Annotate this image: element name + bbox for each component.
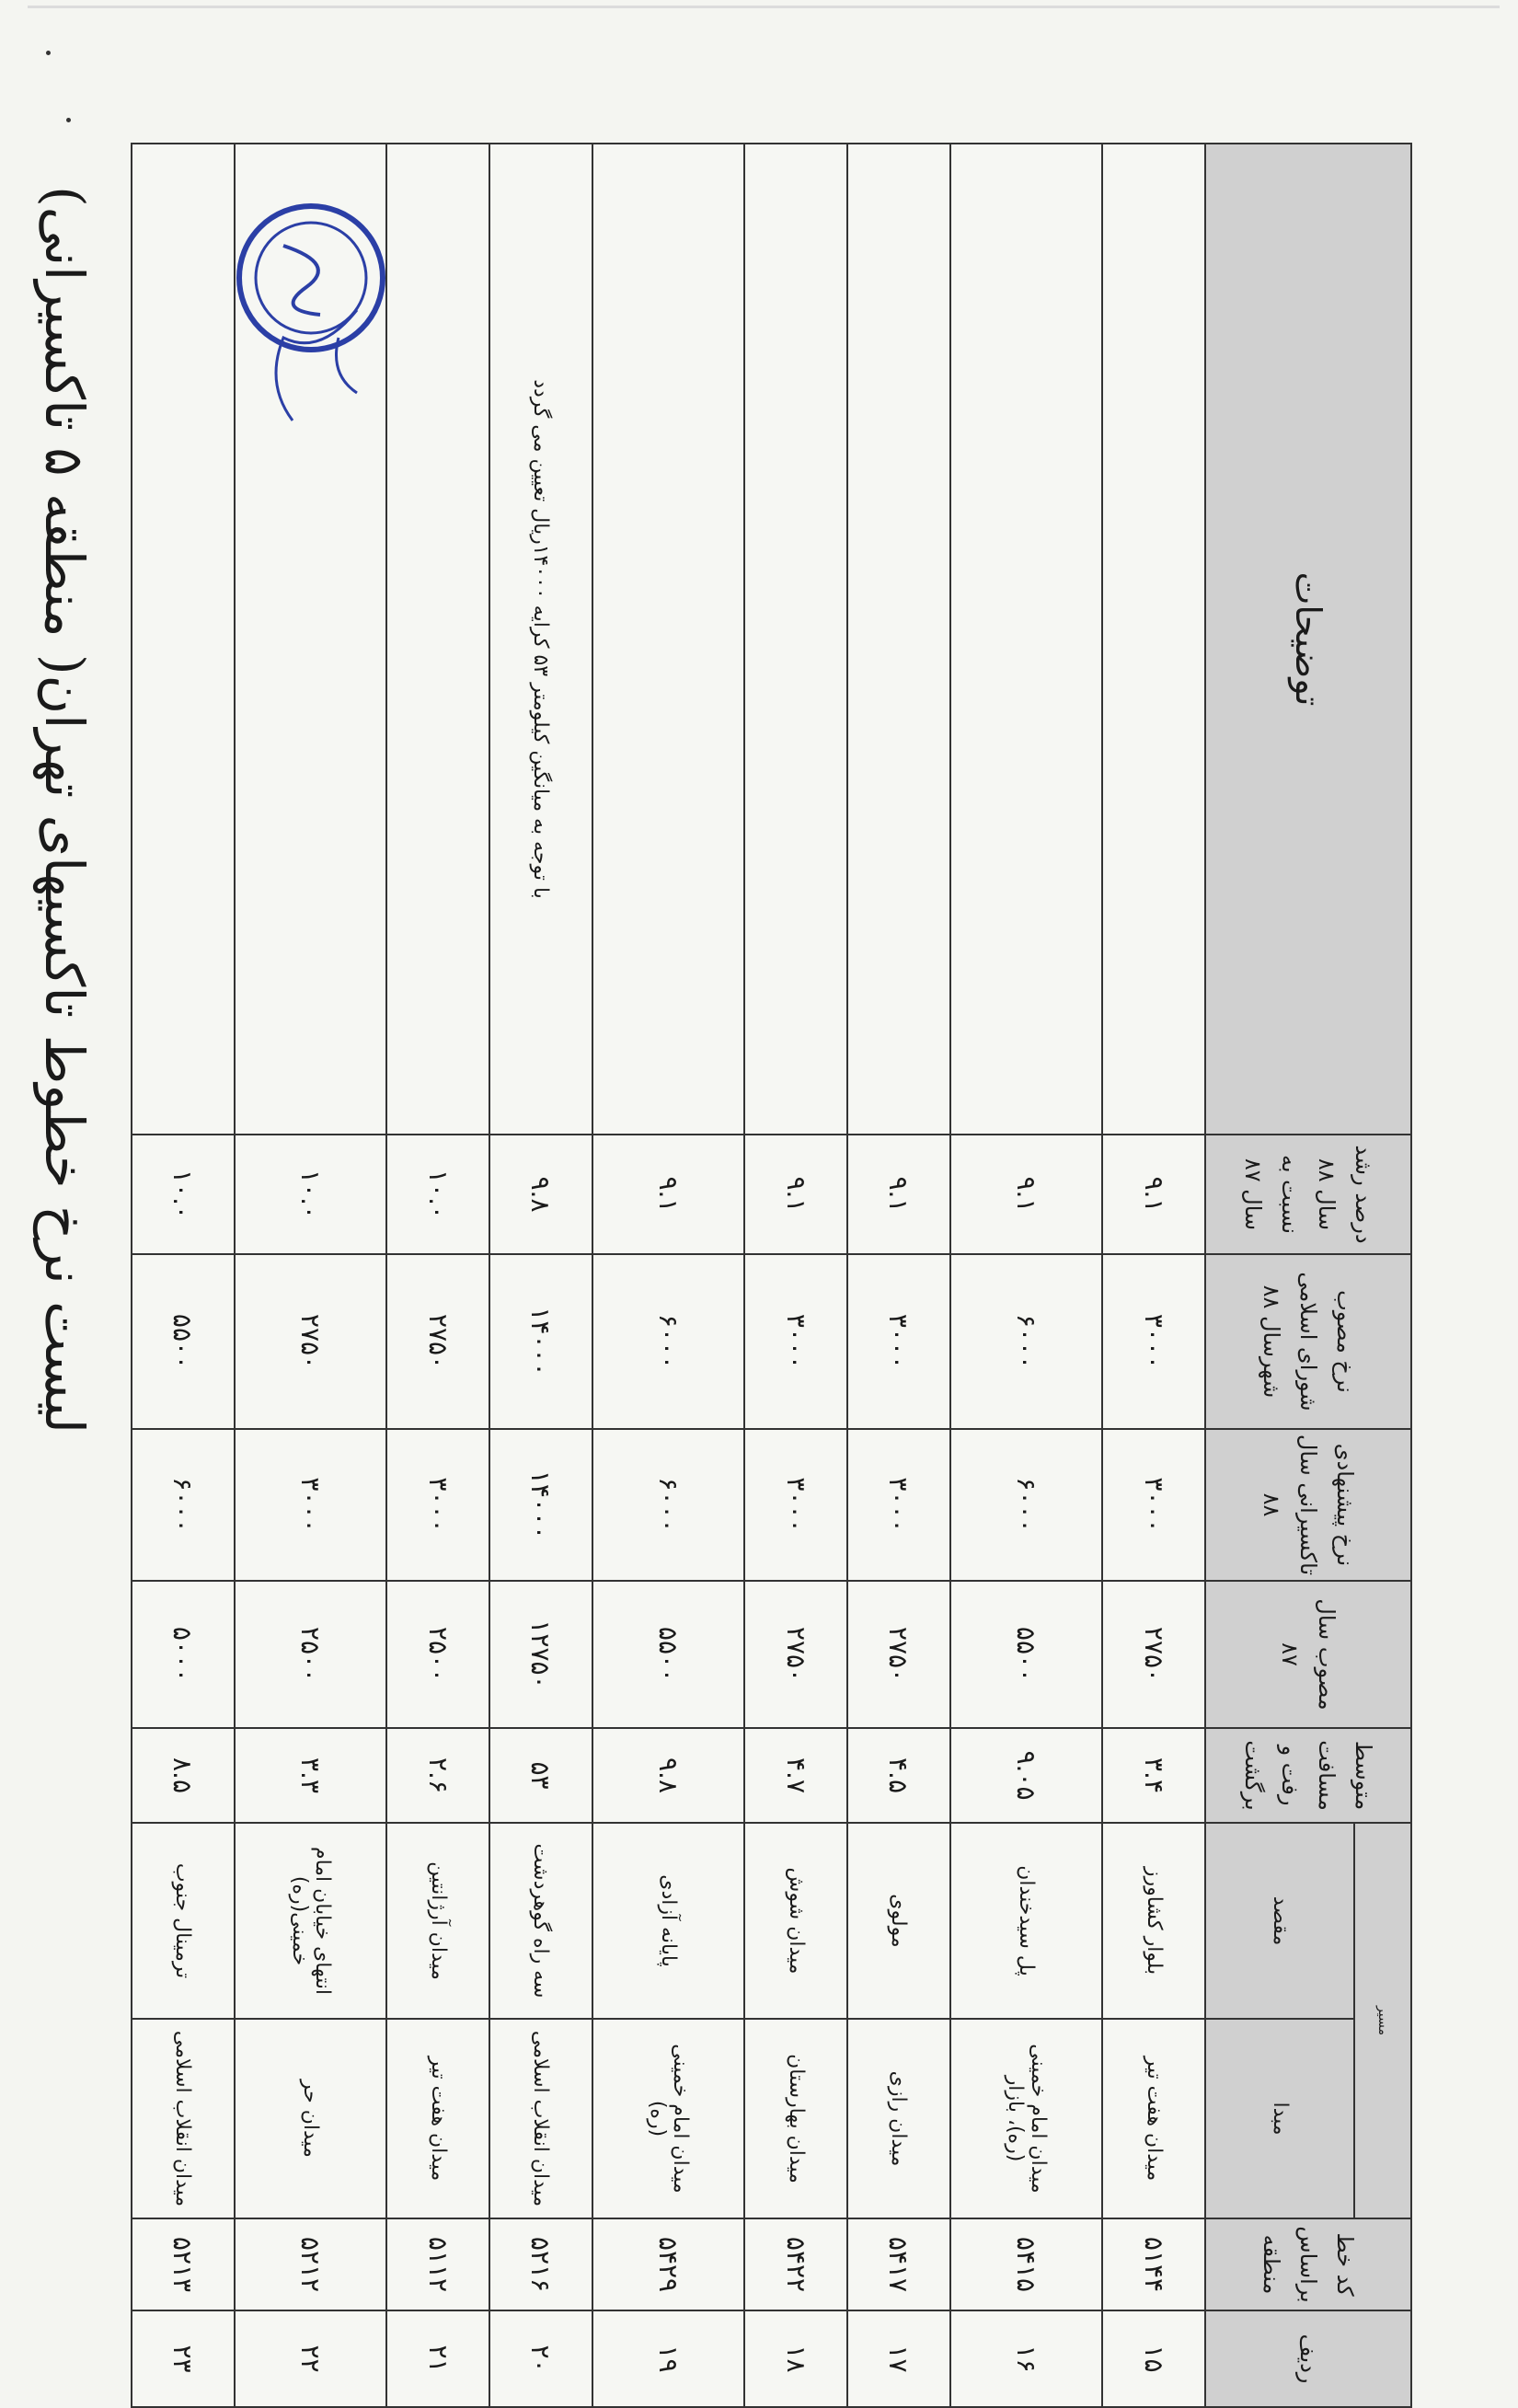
cell-growth: ۹.۱: [744, 1135, 847, 1254]
cell-proposed88: ۳۰۰۰: [744, 1429, 847, 1581]
header-approved88: نرخ مصوب شورای اسلامی شهرسال ۸۸: [1205, 1254, 1411, 1429]
cell-distance: ۹.۰۵: [950, 1728, 1103, 1823]
cell-growth: ۹.۱: [1102, 1135, 1205, 1254]
cell-row: ۲۳: [132, 2310, 235, 2407]
cell-rate87: ۲۷۵۰: [847, 1581, 950, 1728]
council-stamp-seal: [235, 200, 387, 430]
cell-rate87: ۲۵۰۰: [235, 1581, 387, 1728]
cell-approved88: ۲۷۵۰: [386, 1254, 489, 1429]
document-title: لیست نرخ خطوط تاکسیهای تهران( منطقه ۵ تاکسیرانی): [33, 186, 96, 1434]
cell-destination: سه راه گوهردشت: [489, 1823, 592, 2019]
table-row: [592, 144, 745, 2407]
table-row: [386, 144, 489, 2407]
cell-proposed88: ۳۰۰۰: [235, 1429, 387, 1581]
cell-origin: میدان هفت تیر: [386, 2019, 489, 2218]
cell-origin: میدان رازی: [847, 2019, 950, 2218]
table-row: [489, 144, 592, 2407]
cell-approved88: ۶۰۰۰: [950, 1254, 1103, 1429]
cell-code: ۵۴۲۹: [592, 2218, 745, 2310]
header-distance: متوسط مسافت رفت و برگشت: [1205, 1728, 1411, 1823]
cell-origin: میدان بهارستان: [744, 2019, 847, 2218]
header-proposed88: نرخ پیشنهادی تاکسیرانی سال ۸۸: [1205, 1429, 1411, 1581]
cell-row: ۲۰: [489, 2310, 592, 2407]
table-row: [847, 144, 950, 2407]
cell-proposed88: ۶۰۰۰: [592, 1429, 745, 1581]
cell-row: ۱۷: [847, 2310, 950, 2407]
cell-row: ۱۹: [592, 2310, 745, 2407]
cell-row: ۲۲: [235, 2310, 387, 2407]
cell-origin: میدان امام خمینی (ره)، بازار: [950, 2019, 1103, 2218]
cell-notes: [386, 144, 489, 1135]
cell-rate87: ۱۲۷۵۰: [489, 1581, 592, 1728]
cell-distance: ۳.۴: [1102, 1728, 1205, 1823]
cell-notes: [1102, 144, 1205, 1135]
cell-distance: ۴.۷: [744, 1728, 847, 1823]
cell-row: ۱۶: [950, 2310, 1103, 2407]
cell-distance: ۸.۵: [132, 1728, 235, 1823]
cell-origin: میدان هفت تیر: [1102, 2019, 1205, 2218]
table-row: [950, 144, 1103, 2407]
table-row: [744, 144, 847, 2407]
header-rate87: مصوب سال ۸۷: [1205, 1581, 1411, 1728]
cell-distance: ۴.۵: [847, 1728, 950, 1823]
cell-rate87: ۲۵۰۰: [386, 1581, 489, 1728]
header-row: ردیف: [1205, 2310, 1411, 2407]
cell-approved88: ۳۰۰۰: [1102, 1254, 1205, 1429]
cell-destination: پایانه آزادی: [592, 1823, 745, 2019]
cell-destination: بلوار کشاورز: [1102, 1823, 1205, 2019]
cell-distance: ۵۳: [489, 1728, 592, 1823]
header-route: مسیر: [1354, 1823, 1411, 2218]
cell-approved88: ۳۰۰۰: [847, 1254, 950, 1429]
cell-rate87: ۵۵۰۰: [592, 1581, 745, 1728]
header-notes: توضیحات: [1205, 144, 1411, 1135]
fare-table: [131, 143, 1412, 2384]
cell-approved88: ۵۵۰۰: [132, 1254, 235, 1429]
cell-code: ۵۱۴۴: [1102, 2218, 1205, 2310]
cell-destination: میدان آرژانتین: [386, 1823, 489, 2019]
cell-proposed88: ۶۰۰۰: [950, 1429, 1103, 1581]
cell-destination: میدان شوش: [744, 1823, 847, 2019]
cell-approved88: ۶۰۰۰: [592, 1254, 745, 1429]
cell-row: ۲۱: [386, 2310, 489, 2407]
cell-code: ۵۱۱۲: [386, 2218, 489, 2310]
cell-distance: ۹.۸: [592, 1728, 745, 1823]
cell-proposed88: ۱۴۰۰۰: [489, 1429, 592, 1581]
cell-growth: ۱۰.۰: [235, 1135, 387, 1254]
cell-notes: با توجه به میانگین کیلومتر ۵۳ کرایه ۱۴۰۰۰ریال تعیین می گردد: [489, 144, 592, 1135]
cell-growth: ۱۰.۰: [132, 1135, 235, 1254]
cell-origin: میدان انقلاب اسلامی: [132, 2019, 235, 2218]
cell-notes: [847, 144, 950, 1135]
header-growth: درصد رشد سال ۸۸ نسبت به سال ۸۷: [1205, 1135, 1411, 1254]
cell-growth: ۹.۱: [592, 1135, 745, 1254]
cell-code: ۵۴۱۷: [847, 2218, 950, 2310]
cell-row: ۱۵: [1102, 2310, 1205, 2407]
cell-approved88: ۱۴۰۰۰: [489, 1254, 592, 1429]
cell-row: ۱۸: [744, 2310, 847, 2407]
cell-notes: [744, 144, 847, 1135]
cell-origin: میدان انقلاب اسلامی: [489, 2019, 592, 2218]
cell-growth: ۱۰.۰: [386, 1135, 489, 1254]
cell-notes: [950, 144, 1103, 1135]
cell-approved88: ۳۰۰۰: [744, 1254, 847, 1429]
cell-rate87: ۵۰۰۰: [132, 1581, 235, 1728]
cell-proposed88: ۳۰۰۰: [847, 1429, 950, 1581]
cell-growth: ۹.۱: [950, 1135, 1103, 1254]
cell-code: ۵۲۱۳: [132, 2218, 235, 2310]
cell-notes: [235, 144, 387, 1135]
header-code: کد خط براساس منطقه: [1205, 2218, 1411, 2310]
cell-code: ۵۲۱۲: [235, 2218, 387, 2310]
cell-proposed88: ۳۰۰۰: [386, 1429, 489, 1581]
cell-rate87: ۵۵۰۰: [950, 1581, 1103, 1728]
cell-distance: ۳.۳: [235, 1728, 387, 1823]
cell-notes: [132, 144, 235, 1135]
cell-code: ۵۲۱۶: [489, 2218, 592, 2310]
cell-proposed88: ۶۰۰۰: [132, 1429, 235, 1581]
cell-rate87: ۲۷۵۰: [1102, 1581, 1205, 1728]
header-destination: مقصد: [1205, 1823, 1354, 2019]
table-row: [1102, 144, 1205, 2407]
header-origin: مبدا: [1205, 2019, 1354, 2218]
cell-code: ۵۴۱۵: [950, 2218, 1103, 2310]
cell-destination: انتهای خیابان امام خمینی(ره): [235, 1823, 387, 2019]
table-row: [132, 144, 235, 2407]
cell-destination: پل سیدخندان: [950, 1823, 1103, 2019]
table-row: [235, 144, 387, 2407]
cell-proposed88: ۳۰۰۰: [1102, 1429, 1205, 1581]
cell-destination: ترمینال جنوب: [132, 1823, 235, 2019]
cell-origin: میدان حر: [235, 2019, 387, 2218]
cell-origin: میدان امام خمینی (ره): [592, 2019, 745, 2218]
cell-code: ۵۴۲۲: [744, 2218, 847, 2310]
cell-growth: ۹.۸: [489, 1135, 592, 1254]
cell-destination: مولوی: [847, 1823, 950, 2019]
cell-growth: ۹.۱: [847, 1135, 950, 1254]
cell-rate87: ۲۷۵۰: [744, 1581, 847, 1728]
cell-approved88: ۲۷۵۰: [235, 1254, 387, 1429]
cell-distance: ۲.۶: [386, 1728, 489, 1823]
cell-notes: [592, 144, 745, 1135]
